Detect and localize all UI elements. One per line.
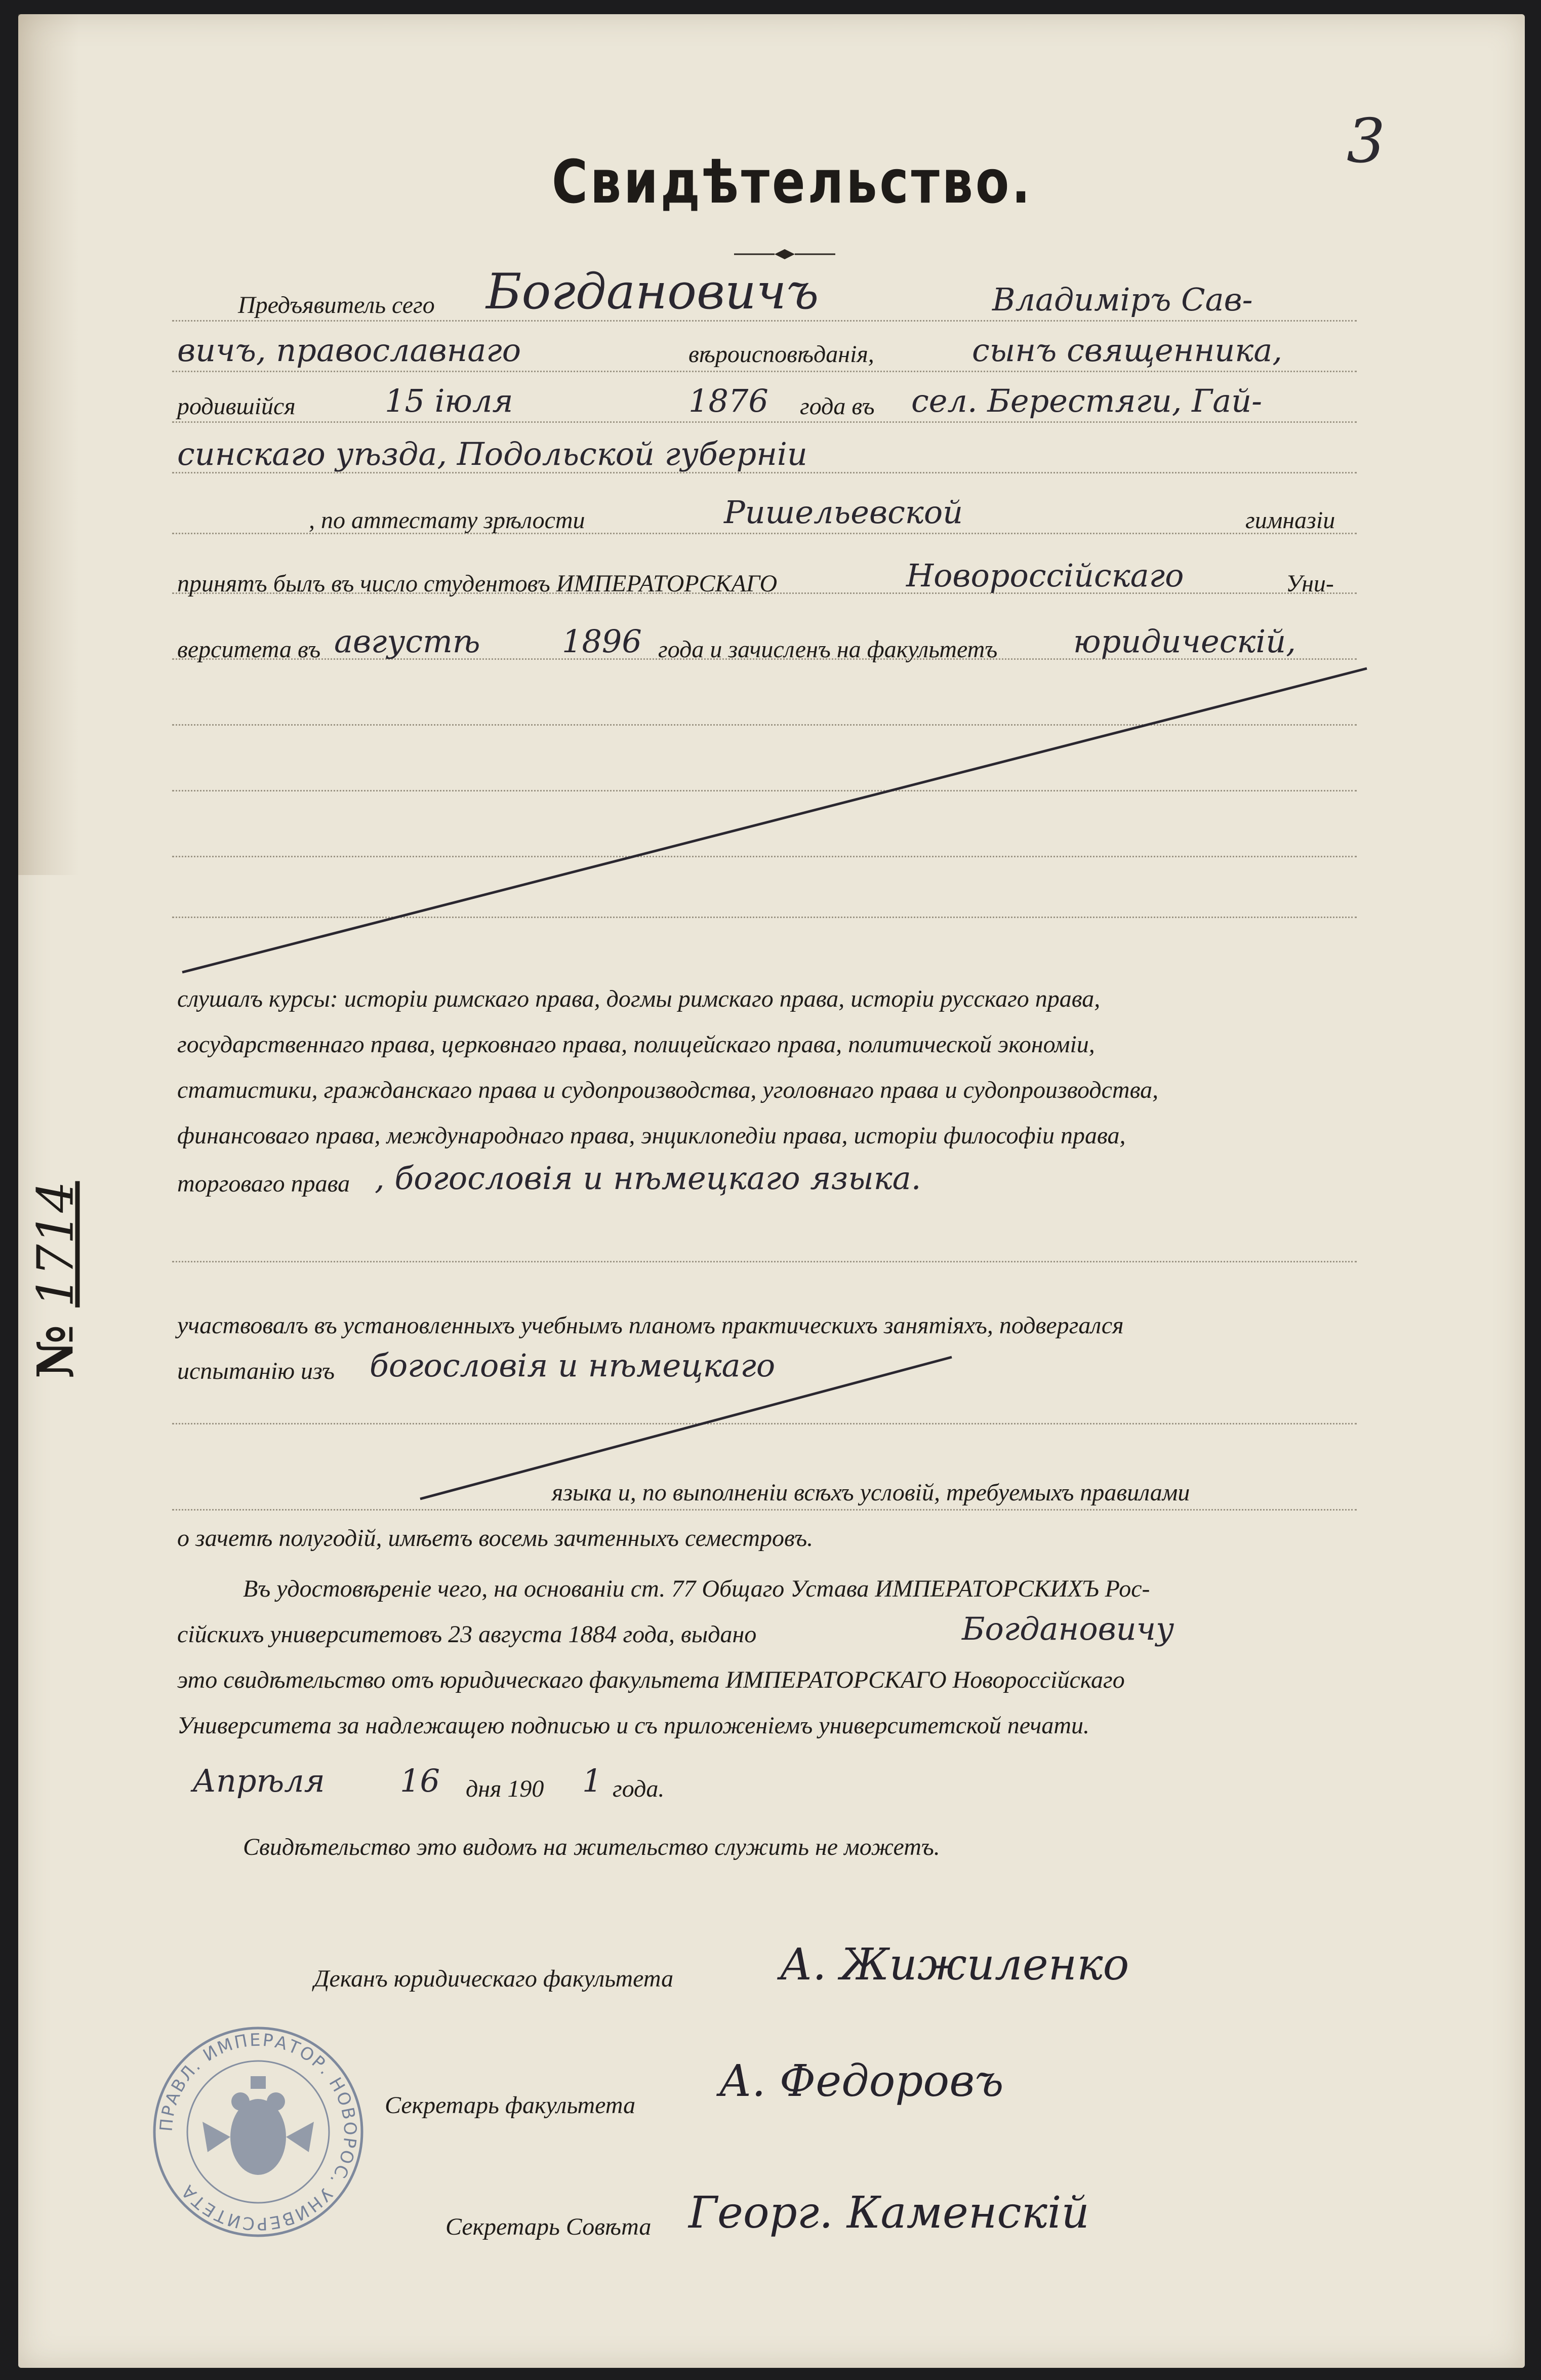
secretary-signature: А. Федоровъ [719, 2056, 1004, 2107]
cancel-stroke [172, 658, 1387, 1003]
university-label: Уни- [1286, 570, 1334, 597]
recipient-handwritten: Богдановичу [962, 1610, 1174, 1647]
form-rule [172, 421, 1357, 423]
register-number [27, 1154, 85, 1407]
month-handwritten: августѣ [334, 623, 480, 660]
courses-handwritten: , богословія и нѣмецкаго языка. [375, 1160, 921, 1197]
exam-label: испытанію изъ [177, 1358, 335, 1384]
surname-handwritten: Богдановичъ [486, 263, 819, 320]
given-name-handwritten: Владимiръ Сав- [992, 281, 1253, 318]
university-seal-stamp [147, 2020, 370, 2243]
gymnasium-label: гимназіи [1245, 507, 1335, 534]
gymnasium-handwritten: Ришельевской [724, 494, 963, 531]
bearer-label: Предъявитель сего [238, 292, 435, 319]
practice-line-4: о зачетѣ полугодій, имѣетъ восемь зачтенныхъ семестровъ. [177, 1525, 814, 1552]
birth-year-handwritten: 1876 [688, 382, 768, 419]
certification-line-1: Въ удостовѣреніе чего, на основаніи ст. 77 Общаго Устава ИМПЕРАТОРСКИХЪ Рос- [243, 1575, 1150, 1602]
maturity-label: , по аттестату зрѣлости [309, 507, 585, 534]
admission-year-handwritten: 1896 [562, 623, 642, 660]
date-mid-label: дня 190 [466, 1775, 544, 1802]
register-number-handwritten: 1714 [27, 1181, 85, 1307]
birthplace-handwritten: сел. Берестяги, Гай- [911, 382, 1263, 419]
year-in-label: года въ [800, 393, 875, 420]
form-rule [172, 320, 1357, 322]
courses-line-1: слушалъ курсы: исторіи римскаго права, догмы римскаго права, исторіи русскаго права, [177, 985, 1101, 1012]
certification-line-3: это свидѣтельство отъ юридическаго факультета ИМПЕРАТОРСКАГО Новороссійскаго [177, 1667, 1125, 1693]
council-secretary-label: Секретарь Совѣта [445, 2213, 652, 2240]
religion-label: вѣроисповѣданія, [688, 341, 874, 368]
page-number: 3 [1347, 106, 1386, 177]
birth-day-handwritten: 15 іюля [385, 382, 513, 419]
secretary-label: Секретарь факультета [385, 2092, 636, 2119]
dean-signature: А. Жижиленко [780, 1939, 1129, 1990]
patronymic-religion-handwritten: вичъ, православнаго [177, 332, 521, 369]
form-rule [172, 371, 1357, 372]
district-province-handwritten: синскаго уѣзда, Подольской губерніи [177, 435, 807, 472]
dean-label: Деканъ юридическаго факультета [314, 1965, 674, 1992]
admitted-label: принятъ былъ въ число студентовъ ИМПЕРАТОРСКАГО [177, 570, 778, 597]
university-cont-label: верситета въ [177, 636, 321, 663]
date-end-label: года. [613, 1775, 665, 1802]
faculty-label: года и зачисленъ на факультетъ [658, 636, 998, 663]
university-handwritten: Новороссійскаго [906, 557, 1184, 594]
exam-subjects-handwritten: богословія и нѣмецкаго [370, 1347, 776, 1384]
register-label: № [26, 1325, 85, 1379]
date-month-handwritten: Апрѣля [192, 1762, 325, 1799]
origin-handwritten: сынъ священника, [972, 332, 1283, 369]
date-year-digit-handwritten: 1 [582, 1762, 602, 1799]
residence-notice: Свидѣтельство это видомъ на жительство служить не можетъ. [243, 1834, 940, 1860]
certification-line-2: сійскихъ университетовъ 23 августа 1884 года, выдано [177, 1621, 757, 1648]
document-title: Свидѣтельство. [552, 147, 1033, 217]
seal-text: ПРАВЛ. ИМПЕРАТОР. НОВОРОС. УНИВЕРСИТЕТА [156, 2030, 360, 2234]
born-label: родившійся [177, 393, 296, 420]
courses-line-4: финансоваго права, международнаго права, энциклопедіи права, исторіи философіи права, [177, 1122, 1126, 1149]
council-secretary-signature: Георг. Каменскій [688, 2188, 1089, 2238]
paper-edge-shading [18, 14, 79, 875]
date-day-handwritten: 16 [400, 1762, 440, 1799]
title-ornament [734, 248, 835, 260]
courses-line-3: статистики, гражданскаго права и судопроизводства, уголовнаго права и судопроизводства, [177, 1077, 1159, 1103]
practice-line-3: языка и, по выполненіи всѣхъ условій, требуемыхъ правилами [552, 1479, 1190, 1506]
practice-line-1: участвовалъ въ установленныхъ учебнымъ планомъ практическихъ занятіяхъ, подвергался [177, 1312, 1124, 1339]
certification-line-4: Университета за надлежащею подписью и съ приложеніемъ университетской печати. [177, 1712, 1089, 1739]
faculty-handwritten: юридическій, [1073, 623, 1296, 660]
courses-line-2: государственнаго права, церковнаго права, полицейскаго права, политической экономіи, [177, 1031, 1095, 1058]
form-rule [172, 1261, 1357, 1262]
courses-line-5: торговаго права [177, 1170, 350, 1197]
